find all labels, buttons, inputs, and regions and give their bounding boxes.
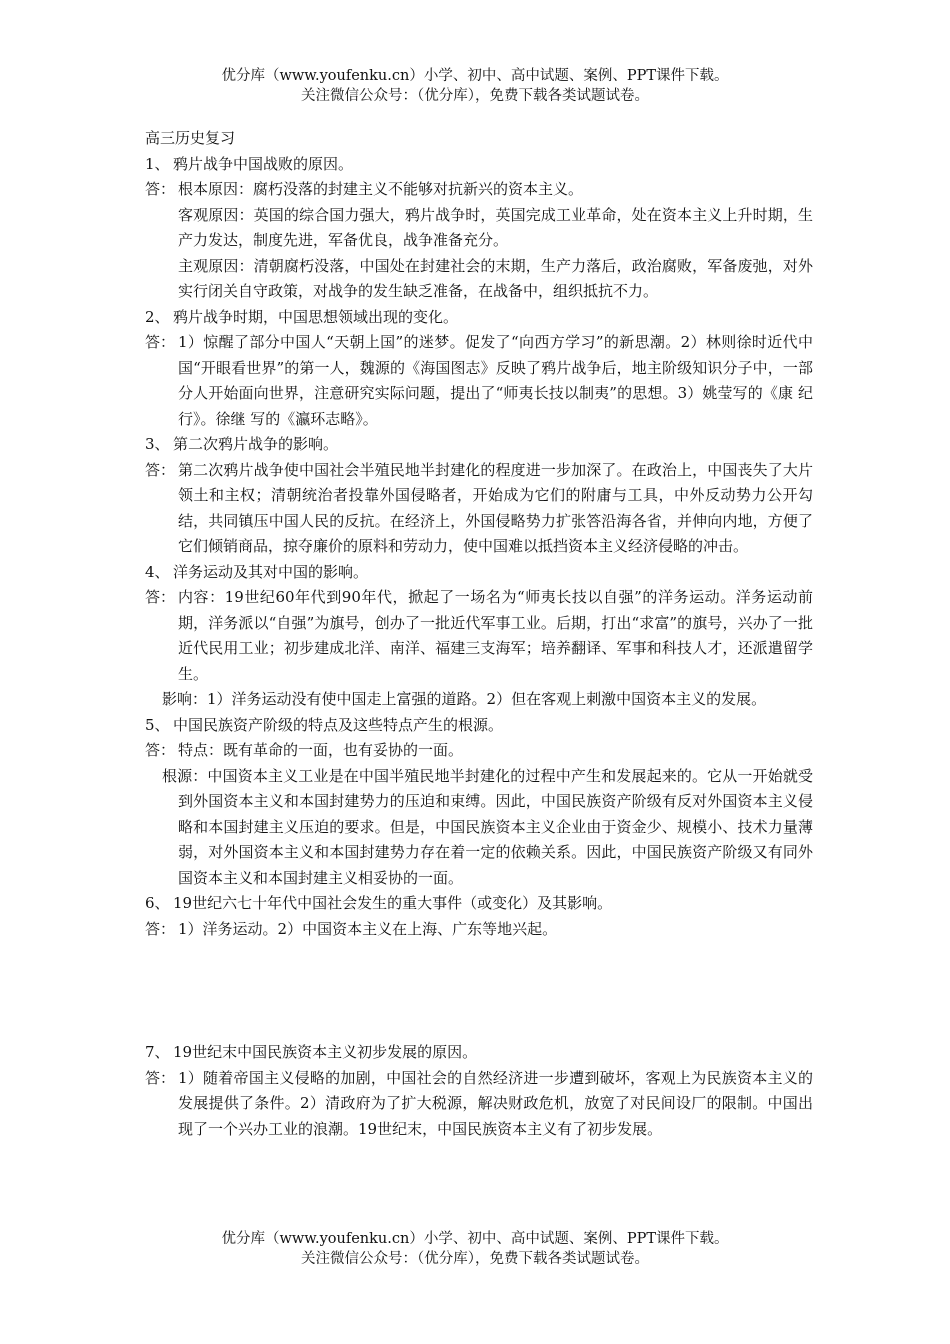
- question-4: [145, 560, 813, 586]
- question-number: 5、: [145, 715, 170, 734]
- question-5: [145, 713, 813, 739]
- question-text: 洋务运动及其对中国的影响。: [173, 562, 369, 581]
- question-number: 1、: [145, 154, 170, 173]
- footer-line-1: 优分库（www.youfenku.cn）小学、初中、高中试题、案例、PPT课件下载。: [221, 1231, 729, 1247]
- answer-2: [145, 330, 813, 432]
- answer-6: [145, 917, 813, 943]
- answer-4: [145, 585, 813, 687]
- question-1: [145, 152, 813, 178]
- answer-label: 答：: [145, 919, 176, 938]
- answer-paragraph: 内容：19世纪60年代到90年代，掀起了一场名为“师夷长技以自强”的洋务运动。洋务运动前期，洋务派以“自强”为旗号，创办了一批近代军事工业。后期，打出“求富”的旗号，兴办了一批近代民用工业；初步建成北洋、南洋、福建三支海军；培养翻译、军事和科技人才，还派遣留学生。: [178, 588, 813, 683]
- answer-paragraph: 1）随着帝国主义侵略的加剧，中国社会的自然经济进一步遭到破坏，客观上为民族资本主义的发展提供了条件。2）清政府为了扩大税源，解决财政危机，放宽了对民间设厂的限制。中国出现了一个兴办工业的浪潮。19世纪末，中国民族资本主义有了初步发展。: [178, 1068, 813, 1138]
- answer-label: 答：: [145, 460, 176, 479]
- answer-paragraph: 特点：既有革命的一面，也有妥协的一面。: [178, 741, 464, 759]
- answer-paragraph: 根源：中国资本主义工业是在中国半殖民地半封建化的过程中产生和发展起来的。它从一开始就受到外国资本主义和本国封建势力的压迫和束缚。因此，中国民族资产阶级有反对外国资本主义侵略和本国封建主义压迫的要求。但是，中国民族资本主义企业由于资金少、规模小、技术力量薄弱，对外国资本主义和本国封建势力存在着一定的依赖关系。因此，中国民族资产阶级又有同外国资本主义和本国封建主义相妥协的一面。: [162, 766, 813, 887]
- footer-line-2: 关注微信公众号：（优分库），免费下载各类试题试卷。: [301, 1251, 649, 1267]
- question-text: 中国民族资产阶级的特点及这些特点产生的根源。: [173, 715, 504, 734]
- header-line-1: 优分库（www.youfenku.cn）小学、初中、高中试题、案例、PPT课件下载。: [221, 68, 729, 84]
- answer-paragraph: 1）洋务运动。2）中国资本主义在上海、广东等地兴起。: [178, 919, 558, 938]
- question-text: 鸦片战争中国战败的原因。: [173, 154, 354, 173]
- answer-label: 答：: [145, 180, 176, 198]
- question-number: 4、: [145, 562, 170, 581]
- answer-label: 答：: [145, 333, 176, 351]
- page-footer: [0, 1229, 950, 1269]
- document-body: [145, 126, 813, 1142]
- document-title: 高三历史复习: [145, 129, 236, 147]
- answer-paragraph: 客观原因：英国的综合国力强大，鸦片战争时，英国完成工业革命，处在资本主义上升时期，生产力发达，制度先进，军备优良，战争准备充分。: [178, 205, 813, 249]
- question-2: [145, 305, 813, 331]
- answer-paragraph: 根本原因：腐朽没落的封建主义不能够对抗新兴的资本主义。: [178, 180, 584, 198]
- answer-label: 答：: [145, 588, 176, 606]
- question-3: [145, 432, 813, 458]
- page-spacer: [145, 942, 813, 1040]
- question-number: 6、: [145, 894, 170, 912]
- answer-paragraph: 影响：1）洋务运动没有使中国走上富强的道路。2）但在客观上刺激中国资本主义的发展。: [162, 690, 767, 708]
- answer-7: [145, 1066, 813, 1143]
- question-number: 2、: [145, 307, 170, 326]
- question-number: 7、: [145, 1043, 170, 1061]
- question-text: 第二次鸦片战争的影响。: [173, 435, 339, 453]
- answer-paragraph: 主观原因：清朝腐朽没落，中国处在封建社会的末期，生产力落后，政治腐败，军备废弛，对外实行闭关自守政策，对战争的发生缺乏准备，在战备中，组织抵抗不力。: [178, 256, 813, 300]
- page-header: [0, 66, 950, 106]
- answer-paragraph: 1）惊醒了部分中国人“天朝上国”的迷梦。促发了“向西方学习”的新思潮。2）林则徐时近代中国“开眼看世界”的第一人，魏源的《海国图志》反映了鸦片战争后，地主阶级知识分子中，一部分人开始面向世界，注意研究实际问题，提出了“师夷长技以制夷”的思想。3）姚莹写的《康 纪行》。徐继 写的《瀛环志略》。: [178, 333, 813, 428]
- answer-paragraph: 第二次鸦片战争使中国社会半殖民地半封建化的程度进一步加深了。在政治上，中国丧失了大片领土和主权；清朝统治者投靠外国侵略者，开始成为它们的附庸与工具，中外反动势力公开勾结，共同镇压中国人民的反抗。在经济上，外国侵略势力扩张答沿海各省，并伸向内地，方便了它们倾销商品，掠夺廉价的原料和劳动力，使中国难以抵挡资本主义经济侵略的冲击。: [178, 460, 813, 555]
- question-6: [145, 891, 813, 917]
- header-line-2: 关注微信公众号：（优分库），免费下载各类试题试卷。: [301, 88, 649, 104]
- question-7: [145, 1040, 813, 1066]
- answer-label: 答：: [145, 1068, 176, 1087]
- question-text: 鸦片战争时期，中国思想领域出现的变化。: [173, 307, 459, 326]
- answer-3: [145, 458, 813, 560]
- question-text: 19世纪六七十年代中国社会发生的重大事件（或变化）及其影响。: [173, 894, 613, 912]
- answer-label: 答：: [145, 741, 176, 759]
- question-text: 19世纪末中国民族资本主义初步发展的原因。: [173, 1043, 478, 1061]
- answer-1: [145, 177, 813, 203]
- answer-5: [145, 738, 813, 764]
- question-number: 3、: [145, 435, 170, 453]
